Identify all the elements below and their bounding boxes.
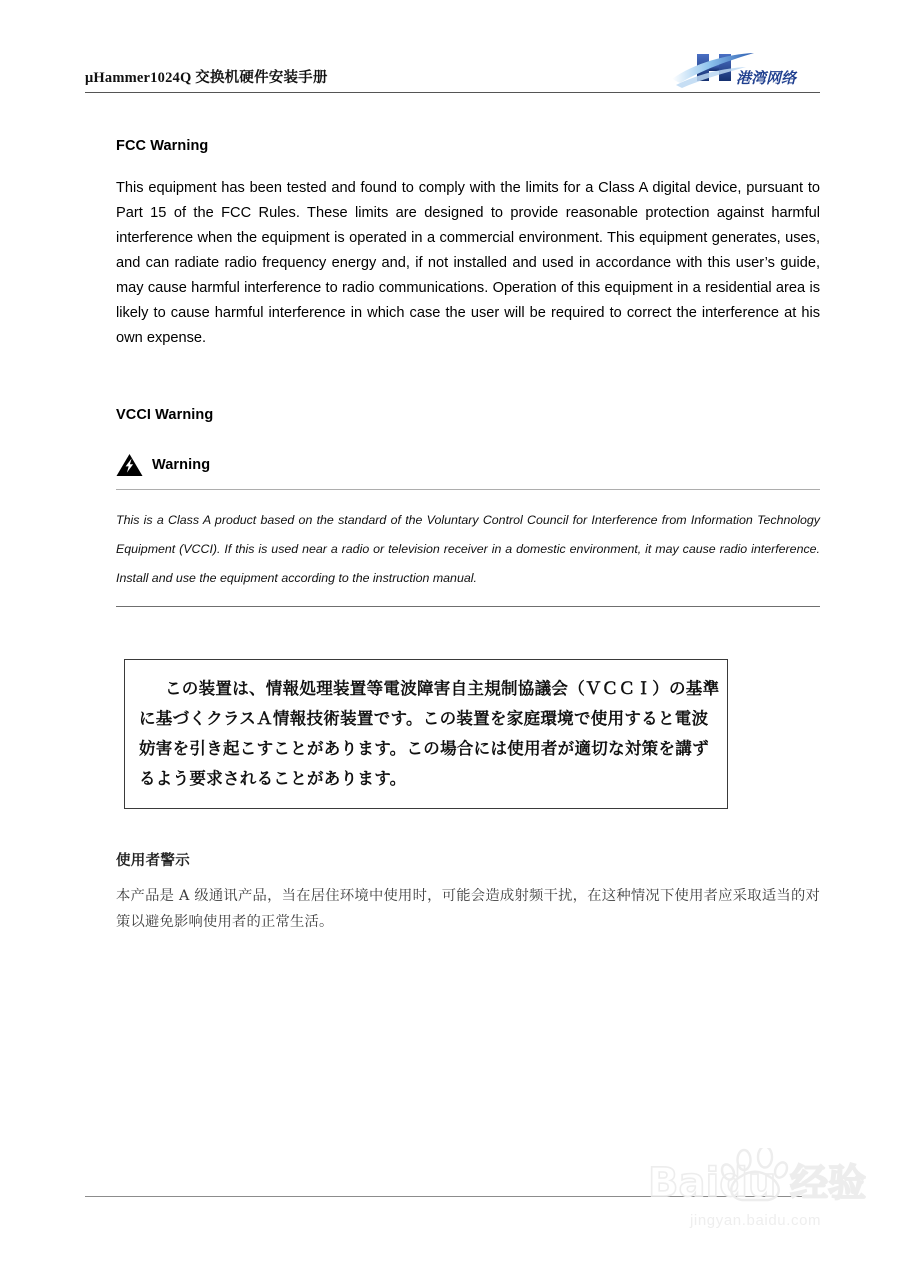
chinese-warning-paragraph: 本产品是 A 级通讯产品，当在居住环境中使用时，可能会造成射频干扰，在这种情况下使用者应采取适当的对策以避免影响使用者的正常生活。 [116,888,820,930]
chinese-warning-heading: 使用者警示 [116,853,190,869]
logo-text: 港湾网络 [736,69,797,87]
watermark-url: jingyan.baidu.com [690,1212,822,1229]
vcci-warning-heading: VCCI Warning [116,407,214,423]
vcci-section [116,407,820,607]
company-logo [670,52,820,96]
fcc-warning-heading: FCC Warning [116,138,209,154]
warning-label: Warning [152,457,211,473]
page-header [85,56,820,96]
watermark-brand-cn: 经验 [790,1161,867,1205]
warning-triangle-lightning-icon [116,453,143,477]
paw-print-icon [720,1148,790,1200]
vcci-top-divider [116,489,820,490]
japanese-notice-line: 妨害を引き起こすことがあります。この場合には使用者が適切な対策を講ず [139,739,709,758]
japanese-notice-line: に基づくクラスＡ情報技術装置です。この装置を家庭環境で使用すると電波 [139,709,709,728]
watermark-brand: Baidu [648,1160,777,1206]
japanese-notice-box [124,659,728,809]
japanese-notice-line: この装置は、情報処理装置等電波障害自主規制協議会（ＶＣＣＩ）の基準 [165,679,720,698]
vcci-bottom-divider [116,606,820,607]
baidu-watermark [648,1138,880,1230]
fcc-warning-paragraph: This equipment has been tested and found to comply with the limits for a Class A digital device, pursuant to Part 15 of the FCC Rules. These limits are designed to provide reasonable protection against harmful interference when the equipment is operated in a commercial environment. This equipment generates, uses, and can radiate radio frequency energy and, if not installed and used in accordance with this user’s guide, may cause harmful interference to radio communications. Operation of this equipment in a residential area is likely to cause harmful interference in which case the user will be required to correct the interference at his own expense. [116,180,820,346]
document-content [116,138,820,935]
header-divider [85,92,820,93]
footer-divider [85,1196,820,1197]
chinese-warning-section [116,849,820,935]
vcci-body-text: This is a Class A product based on the standard of the Voluntary Control Council for Interference from Information Technology Equipment (VCCI). If this is used near a radio or television receiver in a domestic environment, it may cause radio interference. Install and use the equipment according to the instruction manual. [116,513,820,585]
warning-banner [116,453,820,477]
header-title: μHammer1024Q 交换机硬件安装手册 [85,70,328,86]
japanese-notice-line: るよう要求されることがあります。 [139,769,407,788]
